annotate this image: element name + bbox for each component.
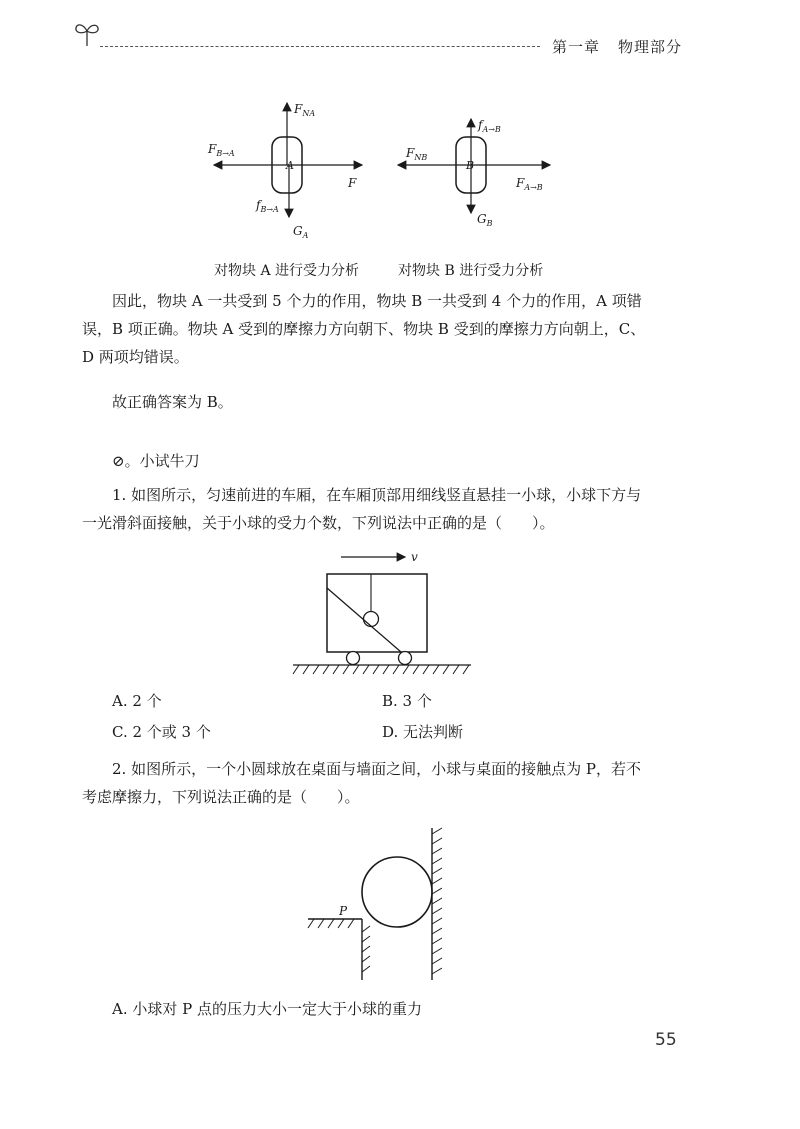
explanation-line-1: 因此，物块 A 一共受到 5 个力的作用，物块 B 一共受到 4 个力的作用，A 项错: [112, 292, 642, 310]
block-b-diagram: [398, 118, 550, 228]
q2-line-2: 考虑摩擦力，下列说法正确的是（ ）。: [82, 788, 360, 806]
round-ball: [362, 857, 432, 927]
hanging-ball: [364, 612, 379, 627]
carriage-body: [327, 574, 427, 652]
q1-option-b: B. 3 个: [382, 692, 432, 710]
running-header: [552, 36, 700, 57]
block-a-diagram: [207, 102, 362, 240]
block-a-label: A: [286, 159, 294, 172]
wall-hatching: [432, 828, 442, 974]
practice-icon: ⊘: [112, 452, 125, 470]
ground-hatching: [293, 665, 469, 674]
q1-option-c: C. 2 个或 3 个: [112, 723, 211, 741]
svg-text:FB→A: $F_{B\to A}$: [208, 142, 235, 158]
caption-block-a: 对物块 A 进行受力分析: [214, 263, 360, 279]
svg-text:FA→B: $F_{A\to B}$: [516, 176, 543, 192]
point-p-label: P: [339, 904, 348, 918]
block-b-label: B: [466, 159, 475, 172]
explanation-paragraph: [82, 287, 702, 371]
q1-option-a: A. 2 个: [112, 692, 162, 710]
q2-option-a: A. 小球对 P 点的压力大小一定大于小球的重力: [112, 1000, 422, 1018]
svg-text:FNB: $F_{NB}$: [406, 146, 428, 162]
velocity-label: v: [411, 550, 418, 564]
force-diagrams: [200, 95, 580, 255]
wheel-right: [399, 652, 412, 665]
sprout-logo: [72, 18, 102, 52]
caption-block-b: 对物块 B 进行受力分析: [398, 263, 544, 279]
chapter-label: 第一章: [552, 38, 601, 56]
q1-option-d: D. 无法判断: [382, 723, 464, 741]
explanation-line-2: 误，B 项正确。物块 A 受到的摩擦力方向朝下、物块 B 受到的摩擦力方向朝上，C、: [82, 320, 646, 338]
table-hatching: [308, 919, 370, 972]
answer-line: 故正确答案为 B。: [112, 393, 233, 411]
svg-text:F: F: [348, 176, 357, 190]
part-label: 物理部分: [618, 38, 683, 56]
section-title: 。小试牛刀: [124, 452, 200, 470]
q1-line-2: 一光滑斜面接触，关于小球的受力个数，下列说法中正确的是（ ）。: [82, 514, 555, 532]
question-2: [82, 755, 702, 811]
page-number: 55: [655, 1030, 677, 1050]
svg-text:fB→A: $f_{B\to A}$: [256, 198, 279, 214]
header-rule: [100, 46, 540, 47]
q1-figure-carriage: [285, 548, 485, 678]
explanation-line-3: D 两项均错误。: [82, 348, 189, 366]
q1-line-1: 1. 如图所示，匀速前进的车厢，在车厢顶部用细线竖直悬挂一小球，小球下方与: [112, 486, 642, 504]
svg-text:fA→B: $f_{A\to B}$: [478, 118, 501, 134]
section-heading: [112, 450, 200, 471]
svg-text:GA: $G_A$: [293, 224, 309, 240]
wheel-left: [347, 652, 360, 665]
sprout-icon: [72, 18, 102, 48]
q2-figure-ball: [300, 822, 460, 986]
question-1: [82, 481, 702, 537]
q2-line-1: 2. 如图所示，一个小圆球放在桌面与墙面之间，小球与桌面的接触点为 P，若不: [112, 760, 641, 778]
svg-text:GB: $G_B$: [477, 212, 493, 228]
svg-text:FNA: $F_{NA}$: [294, 102, 316, 118]
